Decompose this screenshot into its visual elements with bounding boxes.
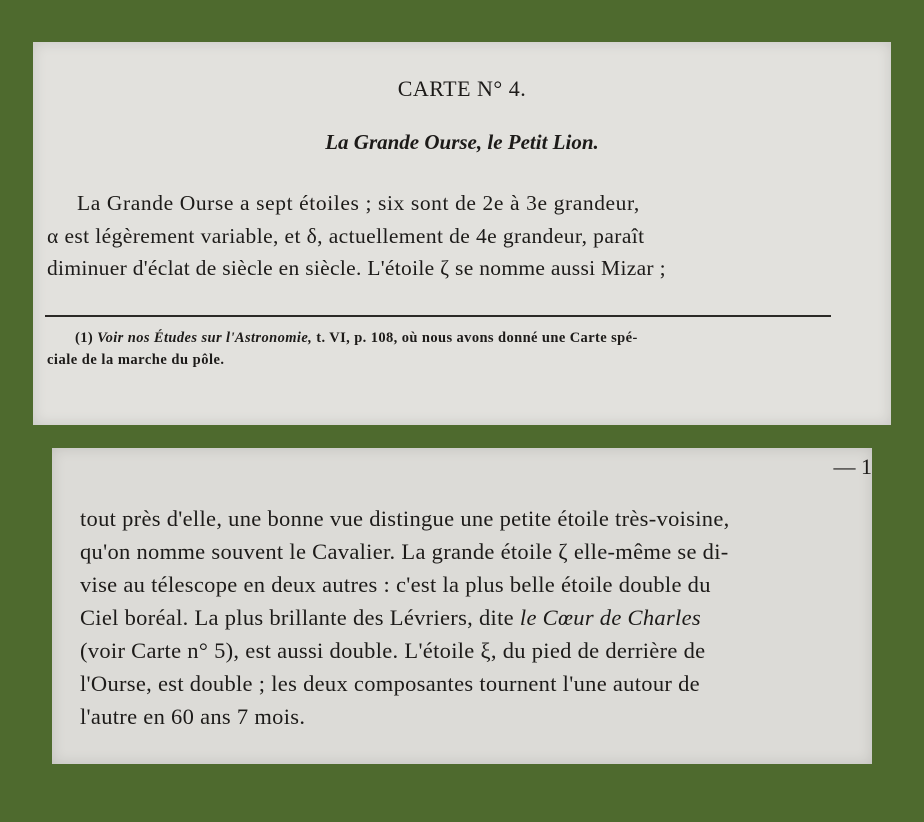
footnote-line-2: ciale de la marche du pôle. — [47, 352, 225, 368]
text-line-3: vise au télescope en deux autres : c'est la plus belle étoile double du — [80, 572, 711, 597]
footnote-rest: t. VI, p. 108, où nous avons donné une Carte spé- — [316, 330, 638, 346]
text-line-6: l'Ourse, est double ; les deux composantes tournent l'une autour de — [80, 671, 700, 696]
text-line-2: qu'on nomme souvent le Cavalier. La grande étoile ζ elle-même se di- — [80, 539, 729, 564]
text-line-4 — [80, 605, 701, 631]
text-line-7: l'autre en 60 ans 7 mois. — [80, 704, 306, 729]
top-page-excerpt — [33, 42, 891, 425]
bottom-page-excerpt — [52, 448, 872, 764]
footnote-italic: Voir nos Études sur l'Astronomie, — [97, 330, 313, 346]
footnote-marker: (1) — [75, 330, 94, 346]
italic-phrase: le Cœur de Charles — [519, 605, 701, 630]
text-line-4-plain: Ciel boréal. La plus brillante des Lévriers, dite — [80, 605, 514, 630]
footnote-line-1 — [75, 330, 638, 347]
text-line-2: α est légèrement variable, et δ, actuellement de 4e grandeur, paraît — [47, 224, 645, 248]
chart-subtitle: La Grande Ourse, le Petit Lion. — [325, 130, 599, 154]
text-line-3: diminuer d'éclat de siècle en siècle. L'étoile ζ se nomme aussi Mizar ; — [47, 256, 666, 280]
page-number-fragment: — 1 — [833, 454, 872, 479]
text-line-5: (voir Carte n° 5), est aussi double. L'étoile ξ, du pied de derrière de — [80, 638, 706, 663]
chart-title: CARTE N° 4. — [397, 76, 527, 101]
footnote-divider — [45, 315, 831, 317]
text-line-1: La Grande Ourse a sept étoiles ; six sont de 2e à 3e grandeur, — [77, 191, 640, 215]
text-line-1: tout près d'elle, une bonne vue distingue une petite étoile très-voisine, — [80, 506, 730, 531]
